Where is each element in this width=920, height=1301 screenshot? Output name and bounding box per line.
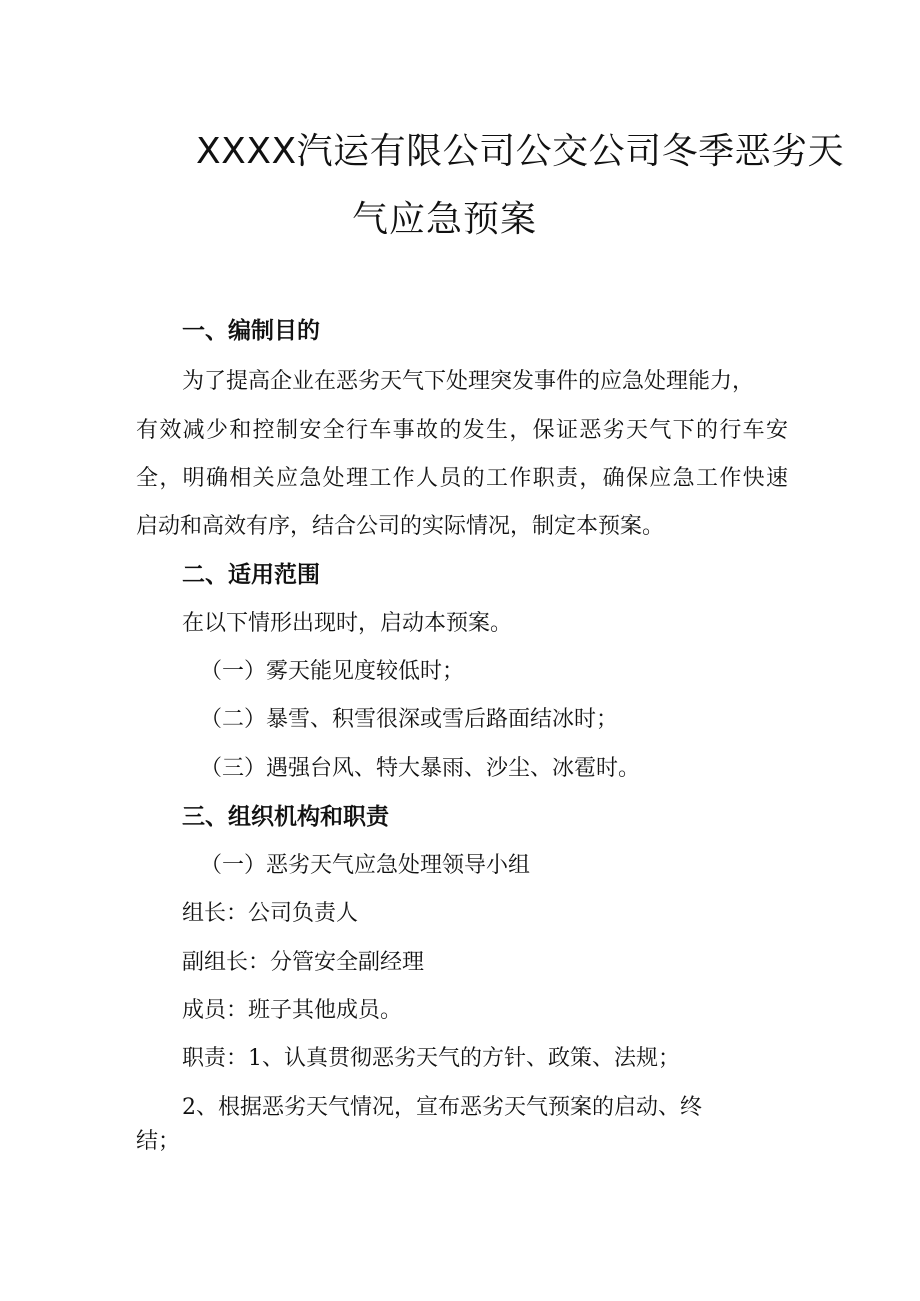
group-leader: 组长：公司负责人 — [182, 901, 359, 926]
duty-item-2: 2、根据恶劣天气情况，宣布恶劣天气预案的启动、终 — [182, 1095, 702, 1120]
duty-item-1: 职责：1、认真贯彻恶劣天气的方针、政策、法规； — [182, 1046, 680, 1071]
scope-item: （一）雾天能见度较低时； — [200, 659, 465, 684]
subsection-heading-leadership-group: （一）恶劣天气应急处理领导小组 — [200, 853, 531, 878]
document-title-line-1: XXXX汽运有限公司公交公司冬季恶劣天 — [196, 131, 845, 172]
duty-item-2-continuation: 结； — [136, 1129, 181, 1154]
section-heading-organization: 三、组织机构和职责 — [182, 804, 389, 830]
group-members: 成员：班子其他成员。 — [182, 998, 403, 1023]
paragraph-line: 全，明确相关应急处理工作人员的工作职责，确保应急工作快速 — [136, 466, 788, 491]
group-deputy-leader: 副组长：分管安全副经理 — [182, 950, 425, 975]
scope-item: （二）暴雪、积雪很深或雪后路面结冰时； — [200, 707, 619, 732]
section-heading-purpose: 一、编制目的 — [182, 318, 320, 344]
paragraph-line: 有效减少和控制安全行车事故的发生，保证恶劣天气下的行车安 — [136, 418, 788, 443]
document-title-line-2: 气应急预案 — [352, 199, 538, 240]
section-heading-scope: 二、适用范围 — [182, 562, 320, 588]
paragraph-line: 启动和高效有序，结合公司的实际情况，制定本预案。 — [136, 514, 665, 539]
scope-intro: 在以下情形出现时，启动本预案。 — [182, 611, 513, 636]
scope-item: （三）遇强台风、特大暴雨、沙尘、冰雹时。 — [200, 756, 641, 781]
paragraph-line: 为了提高企业在恶劣天气下处理突发事件的应急处理能力， — [182, 369, 755, 394]
